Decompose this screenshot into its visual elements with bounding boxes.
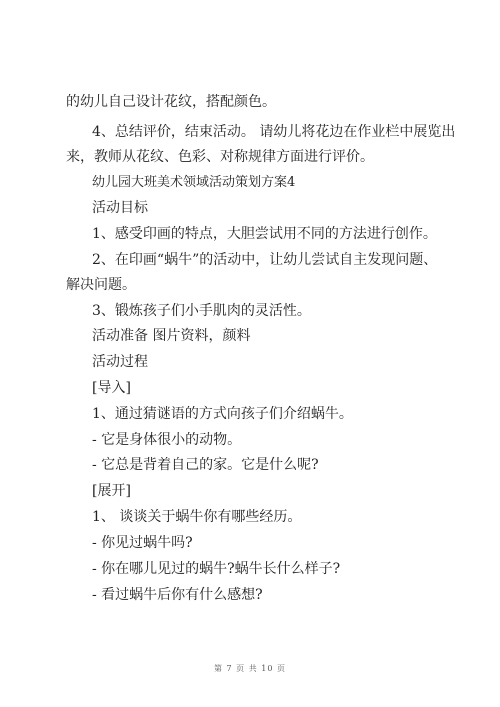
list-item: - 你在哪儿见过的蜗牛?蜗牛长什么样子? — [92, 561, 341, 577]
list-item: - 它是身体很小的动物。 — [92, 432, 242, 448]
paragraph-line: 4、总结评价，结束活动。 请幼儿将花边在作业栏中展览出 — [92, 124, 456, 140]
section-title: 幼儿园大班美术领域活动策划方案4 — [92, 175, 296, 190]
paragraph-line: 1、感受印画的特点，大胆尝试用不同的方法进行创作。 — [92, 226, 437, 242]
paragraph-line: 来，教师从花纹、色彩、对称规律方面进行评价。 — [66, 149, 374, 165]
page-number-footer: 第 7 页 共 10 页 — [214, 664, 286, 673]
list-item: - 你见过蜗牛吗? — [92, 535, 193, 551]
section-heading: 活动目标 — [92, 200, 148, 216]
subsection-label: [展开] — [92, 483, 131, 499]
paragraph-line: 1、 谈谈关于蜗牛你有哪些经历。 — [92, 509, 302, 525]
subsection-label: [导入] — [92, 380, 131, 396]
paragraph-line: 3、锻炼孩子们小手肌肉的灵活性。 — [92, 303, 311, 319]
section-heading: 活动过程 — [92, 354, 148, 370]
paragraph-line: 解决问题。 — [66, 277, 136, 293]
list-item: - 它总是背着自己的家。它是什么呢? — [92, 457, 319, 473]
paragraph-line: 活动准备 图片资料，颜料 — [92, 328, 251, 344]
paragraph-line: 1、通过猜谜语的方式向孩子们介绍蜗牛。 — [92, 406, 353, 422]
paragraph-line: 的幼儿自己设计花纹，搭配颜色。 — [66, 94, 276, 110]
paragraph-line: 2、在印画“蜗牛”的活动中，让幼儿尝试自主发现问题、 — [92, 252, 438, 268]
list-item: - 看过蜗牛后你有什么感想? — [92, 587, 263, 603]
